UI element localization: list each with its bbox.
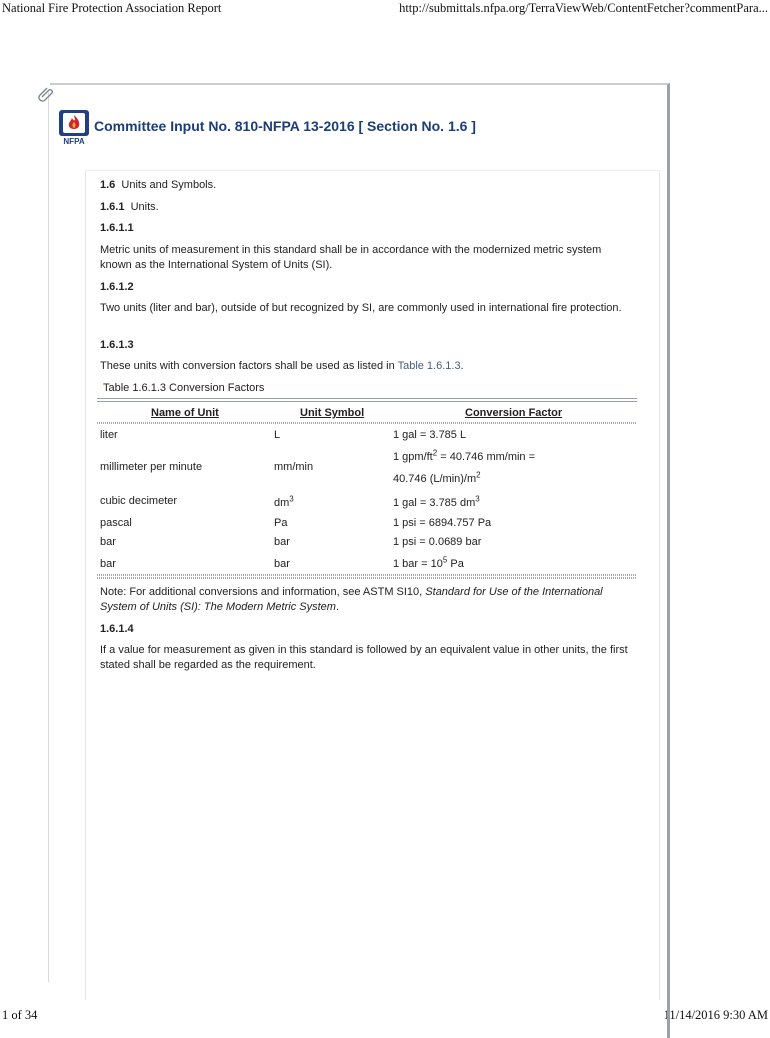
paragraph-1-6-1-3 bbox=[100, 359, 630, 374]
factor-text: Pa bbox=[447, 558, 464, 570]
table-cell-name: liter bbox=[100, 429, 118, 441]
table-cell-name: bar bbox=[100, 536, 116, 548]
factor-text: 1 gpm/ft bbox=[393, 451, 433, 463]
print-timestamp: 11/14/2016 9:30 AM bbox=[663, 1008, 768, 1022]
paragraph-text: These units with conversion factors shall be used as listed in bbox=[100, 360, 395, 372]
table-cell-factor bbox=[393, 496, 480, 511]
table-bottom-rule bbox=[97, 574, 637, 576]
note-standard-title: Standard for Use of the International System of Units (SI): The Modern Metric System bbox=[100, 586, 603, 613]
paragraph-1-6-1-2: Two units (liter and bar), outside of but recognized by SI, are commonly used in international fire protection. bbox=[100, 302, 622, 314]
page-header-title: National Fire Protection Association Report bbox=[2, 1, 222, 15]
table-cell-symbol: L bbox=[274, 429, 281, 441]
section-number-1-6-1-2: 1.6.1.2 bbox=[100, 281, 134, 293]
table-cell-name: pascal bbox=[100, 517, 132, 529]
symbol-text: dm bbox=[274, 497, 290, 509]
table-caption: Table 1.6.1.3 Conversion Factors bbox=[103, 382, 265, 394]
section-heading: Units. bbox=[130, 201, 159, 213]
table-cell-factor: 1 psi = 0.0689 bar bbox=[393, 536, 482, 548]
note-text: Note: For additional conversions and information, see ASTM SI10, bbox=[100, 586, 423, 598]
factor-text: 40.746 (L/min)/m bbox=[393, 473, 477, 485]
table-bottom-rule bbox=[97, 577, 637, 579]
table-cell-factor bbox=[393, 472, 481, 487]
factor-text: 1 bar = 10 bbox=[393, 558, 443, 570]
section-number: 1.6 bbox=[100, 179, 116, 191]
factor-exponent: 2 bbox=[476, 470, 481, 480]
section-1-6-1 bbox=[100, 200, 159, 215]
paragraph-end: . bbox=[460, 360, 464, 372]
table-header-rule bbox=[97, 422, 637, 424]
table-cell-symbol: bar bbox=[274, 536, 290, 548]
table-cell-factor bbox=[393, 450, 535, 465]
section-heading: Units and Symbols. bbox=[121, 179, 217, 191]
factor-text: = 40.746 mm/min = bbox=[437, 451, 536, 463]
paragraph-1-6-1-1: Metric units of measurement in this standard shall be in accordance with the modernized metric system known as the International System of Units (SI). bbox=[100, 244, 602, 271]
card-left-rule bbox=[48, 92, 49, 982]
factor-text: 1 gal = 3.785 dm bbox=[393, 497, 476, 509]
page-title: Committee Input No. 810-NFPA 13-2016 [ Section No. 1.6 ] bbox=[94, 118, 476, 134]
page-number: 1 of 34 bbox=[2, 1008, 38, 1022]
table-cell-name: cubic decimeter bbox=[100, 495, 178, 507]
section-number: 1.6.1 bbox=[100, 201, 125, 213]
section-1-6 bbox=[100, 178, 216, 193]
table-cell-factor bbox=[393, 557, 464, 572]
table-cell-name: bar bbox=[100, 558, 116, 570]
factor-exponent: 5 bbox=[442, 555, 448, 565]
note-end: . bbox=[335, 601, 340, 613]
table-note bbox=[100, 585, 640, 615]
table-cell-symbol: Pa bbox=[274, 517, 288, 529]
table-cell-symbol: bar bbox=[274, 558, 290, 570]
factor-exponent: 3 bbox=[475, 494, 480, 504]
table-top-rule bbox=[97, 398, 637, 399]
table-cell-name: millimeter per minute bbox=[100, 461, 203, 473]
table-cell-symbol bbox=[274, 496, 294, 511]
table-cell-factor: 1 psi = 6894.757 Pa bbox=[393, 517, 492, 529]
table-cell-factor: 1 gal = 3.785 L bbox=[393, 429, 467, 441]
page-header-url: http://submittals.nfpa.org/TerraViewWeb/ContentFetcher?commentPara... bbox=[399, 1, 768, 15]
section-number-1-6-1-1: 1.6.1.1 bbox=[100, 222, 134, 234]
factor-exponent: 2 bbox=[432, 448, 438, 458]
table-top-rule bbox=[97, 401, 637, 402]
column-header-factor: Conversion Factor bbox=[465, 407, 563, 419]
table-cell-symbol: mm/min bbox=[274, 461, 314, 473]
section-number-1-6-1-3: 1.6.1.3 bbox=[100, 339, 134, 351]
svg-text:NFPA: NFPA bbox=[63, 137, 85, 146]
paperclip-icon[interactable] bbox=[38, 84, 56, 102]
table-link[interactable]: Table 1.6.1.3 bbox=[397, 360, 461, 372]
section-number-1-6-1-4: 1.6.1.4 bbox=[100, 623, 134, 635]
column-header-name: Name of Unit bbox=[151, 407, 219, 419]
column-header-symbol: Unit Symbol bbox=[300, 407, 365, 419]
paragraph-1-6-1-4: If a value for measurement as given in this standard is followed by an equivalent value in other units, the first stated shall be regarded as the requirement. bbox=[100, 644, 628, 671]
nfpa-logo-icon bbox=[56, 108, 92, 146]
symbol-exponent: 3 bbox=[289, 494, 294, 504]
